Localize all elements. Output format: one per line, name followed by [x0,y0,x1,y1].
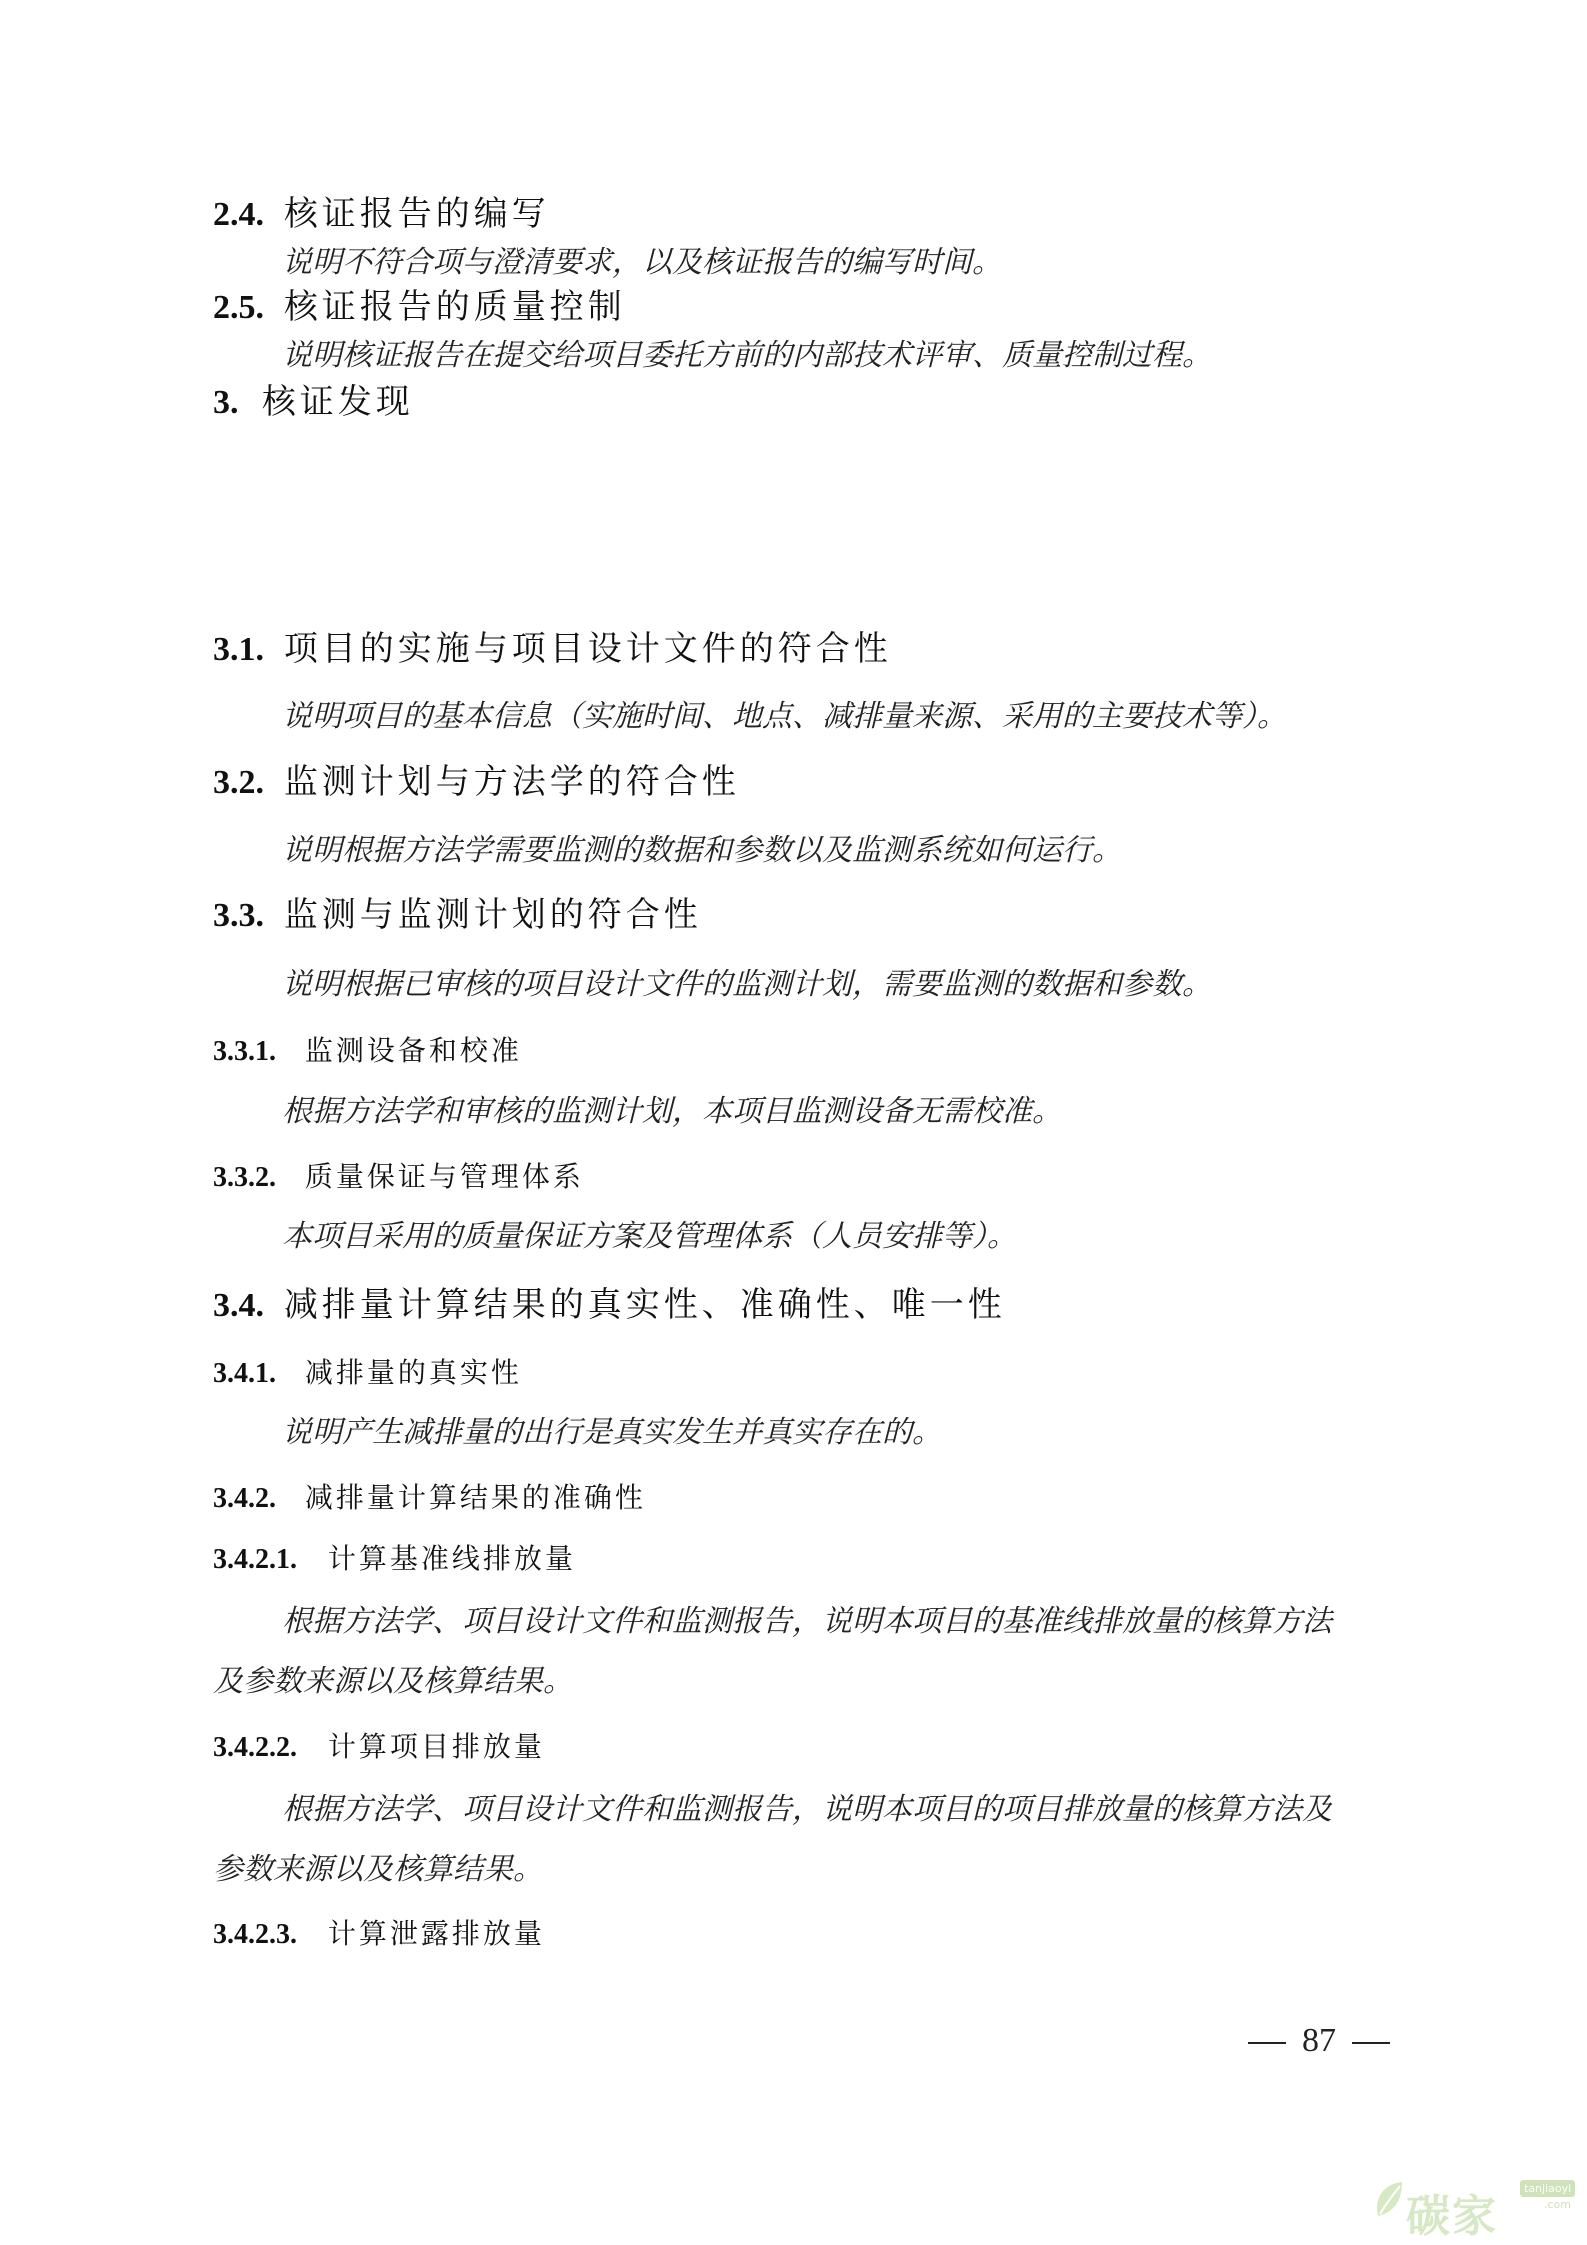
watermark-badge: tanjiaoyi [1520,2180,1575,2197]
subsection-heading-3-4-2 [213,1481,646,1514]
page-footer [1248,2022,1390,2060]
section-title: 核证发现 [261,382,414,422]
section-title: 核证报告的编写 [283,194,550,234]
section-title: 计算基准线排放量 [327,1542,576,1575]
page-number: 87 [1302,2022,1336,2059]
leaf-icon [1372,2178,1408,2222]
section-number: 3.4.2. [213,1483,276,1514]
section-description: 根据方法学和审核的监测计划，本项目监测设备无需校准。 [282,1094,1062,1129]
section-number: 2.5. [213,289,264,326]
section-title: 计算泄露排放量 [327,1917,545,1950]
subsection-heading-3-4-2-1 [213,1542,576,1575]
section-number: 3.3.1. [213,1036,276,1067]
section-title: 减排量计算结果的准确性 [304,1481,646,1514]
section-number: 3.3. [213,897,264,934]
section-description: 说明根据方法学需要监测的数据和参数以及监测系统如何运行。 [282,833,1122,868]
section-title: 监测设备和校准 [304,1034,522,1067]
section-title: 监测与监测计划的符合性 [283,895,702,935]
paragraph-line: 参数来源以及核算结果。 [213,1852,543,1887]
footer-dash-left [1248,2042,1286,2044]
paragraph-line: 及参数来源以及核算结果。 [213,1664,573,1699]
section-number: 3.4.2.1. [213,1544,297,1575]
section-title: 核证报告的质量控制 [283,287,626,327]
section-title: 监测计划与方法学的符合性 [283,762,740,802]
section-number: 3.1. [213,631,264,668]
paragraph-line: 根据方法学、项目设计文件和监测报告，说明本项目的基准线排放量的核算方法 [282,1604,1332,1639]
subsection-heading-3-3-1 [213,1034,522,1067]
section-number: 3.4.2.3. [213,1919,297,1950]
section-heading-3-2 [213,762,740,802]
section-title: 项目的实施与项目设计文件的符合性 [283,629,892,669]
subsection-heading-3-4-2-2 [213,1730,545,1763]
section-number: 3.4.2.2. [213,1732,297,1763]
section-description: 说明不符合项与澄清要求，以及核证报告的编写时间。 [282,245,1002,280]
watermark-text: 碳家 [1406,2191,1498,2242]
section-description: 说明核证报告在提交给项目委托方前的内部技术评审、质量控制过程。 [282,338,1212,373]
section-heading-3-4 [213,1285,1006,1325]
section-heading-3-3 [213,895,702,935]
section-title: 计算项目排放量 [327,1730,545,1763]
section-heading-3-1 [213,629,892,669]
section-number: 2.4. [213,196,264,233]
section-description: 说明根据已审核的项目设计文件的监测计划，需要监测的数据和参数。 [282,967,1212,1002]
watermark-logo [1372,2172,1572,2242]
section-number: 3.3.2. [213,1162,276,1193]
section-title: 减排量计算结果的真实性、准确性、唯一性 [283,1285,1006,1325]
subsection-heading-3-4-2-3 [213,1917,545,1950]
section-title: 质量保证与管理体系 [304,1160,584,1193]
section-description: 说明项目的基本信息（实施时间、地点、减排量来源、采用的主要技术等）。 [282,699,1287,734]
section-heading-2-5 [213,287,626,327]
paragraph-line: 根据方法学、项目设计文件和监测报告，说明本项目的项目排放量的核算方法及 [282,1792,1332,1827]
section-number: 3.2. [213,764,264,801]
section-description: 说明产生减排量的出行是真实发生并真实存在的。 [282,1415,942,1450]
subsection-heading-3-3-2 [213,1160,584,1193]
section-number: 3.4.1. [213,1358,276,1389]
section-number: 3. [213,384,239,421]
section-number: 3.4. [213,1287,264,1324]
section-description: 本项目采用的质量保证方案及管理体系（人员安排等）。 [282,1219,1017,1254]
subsection-heading-3-4-1 [213,1356,522,1389]
section-title: 减排量的真实性 [304,1356,522,1389]
section-heading-2-4 [213,194,550,234]
section-heading-3 [213,382,414,422]
watermark-domain: .com [1544,2198,1571,2211]
footer-dash-right [1352,2042,1390,2044]
